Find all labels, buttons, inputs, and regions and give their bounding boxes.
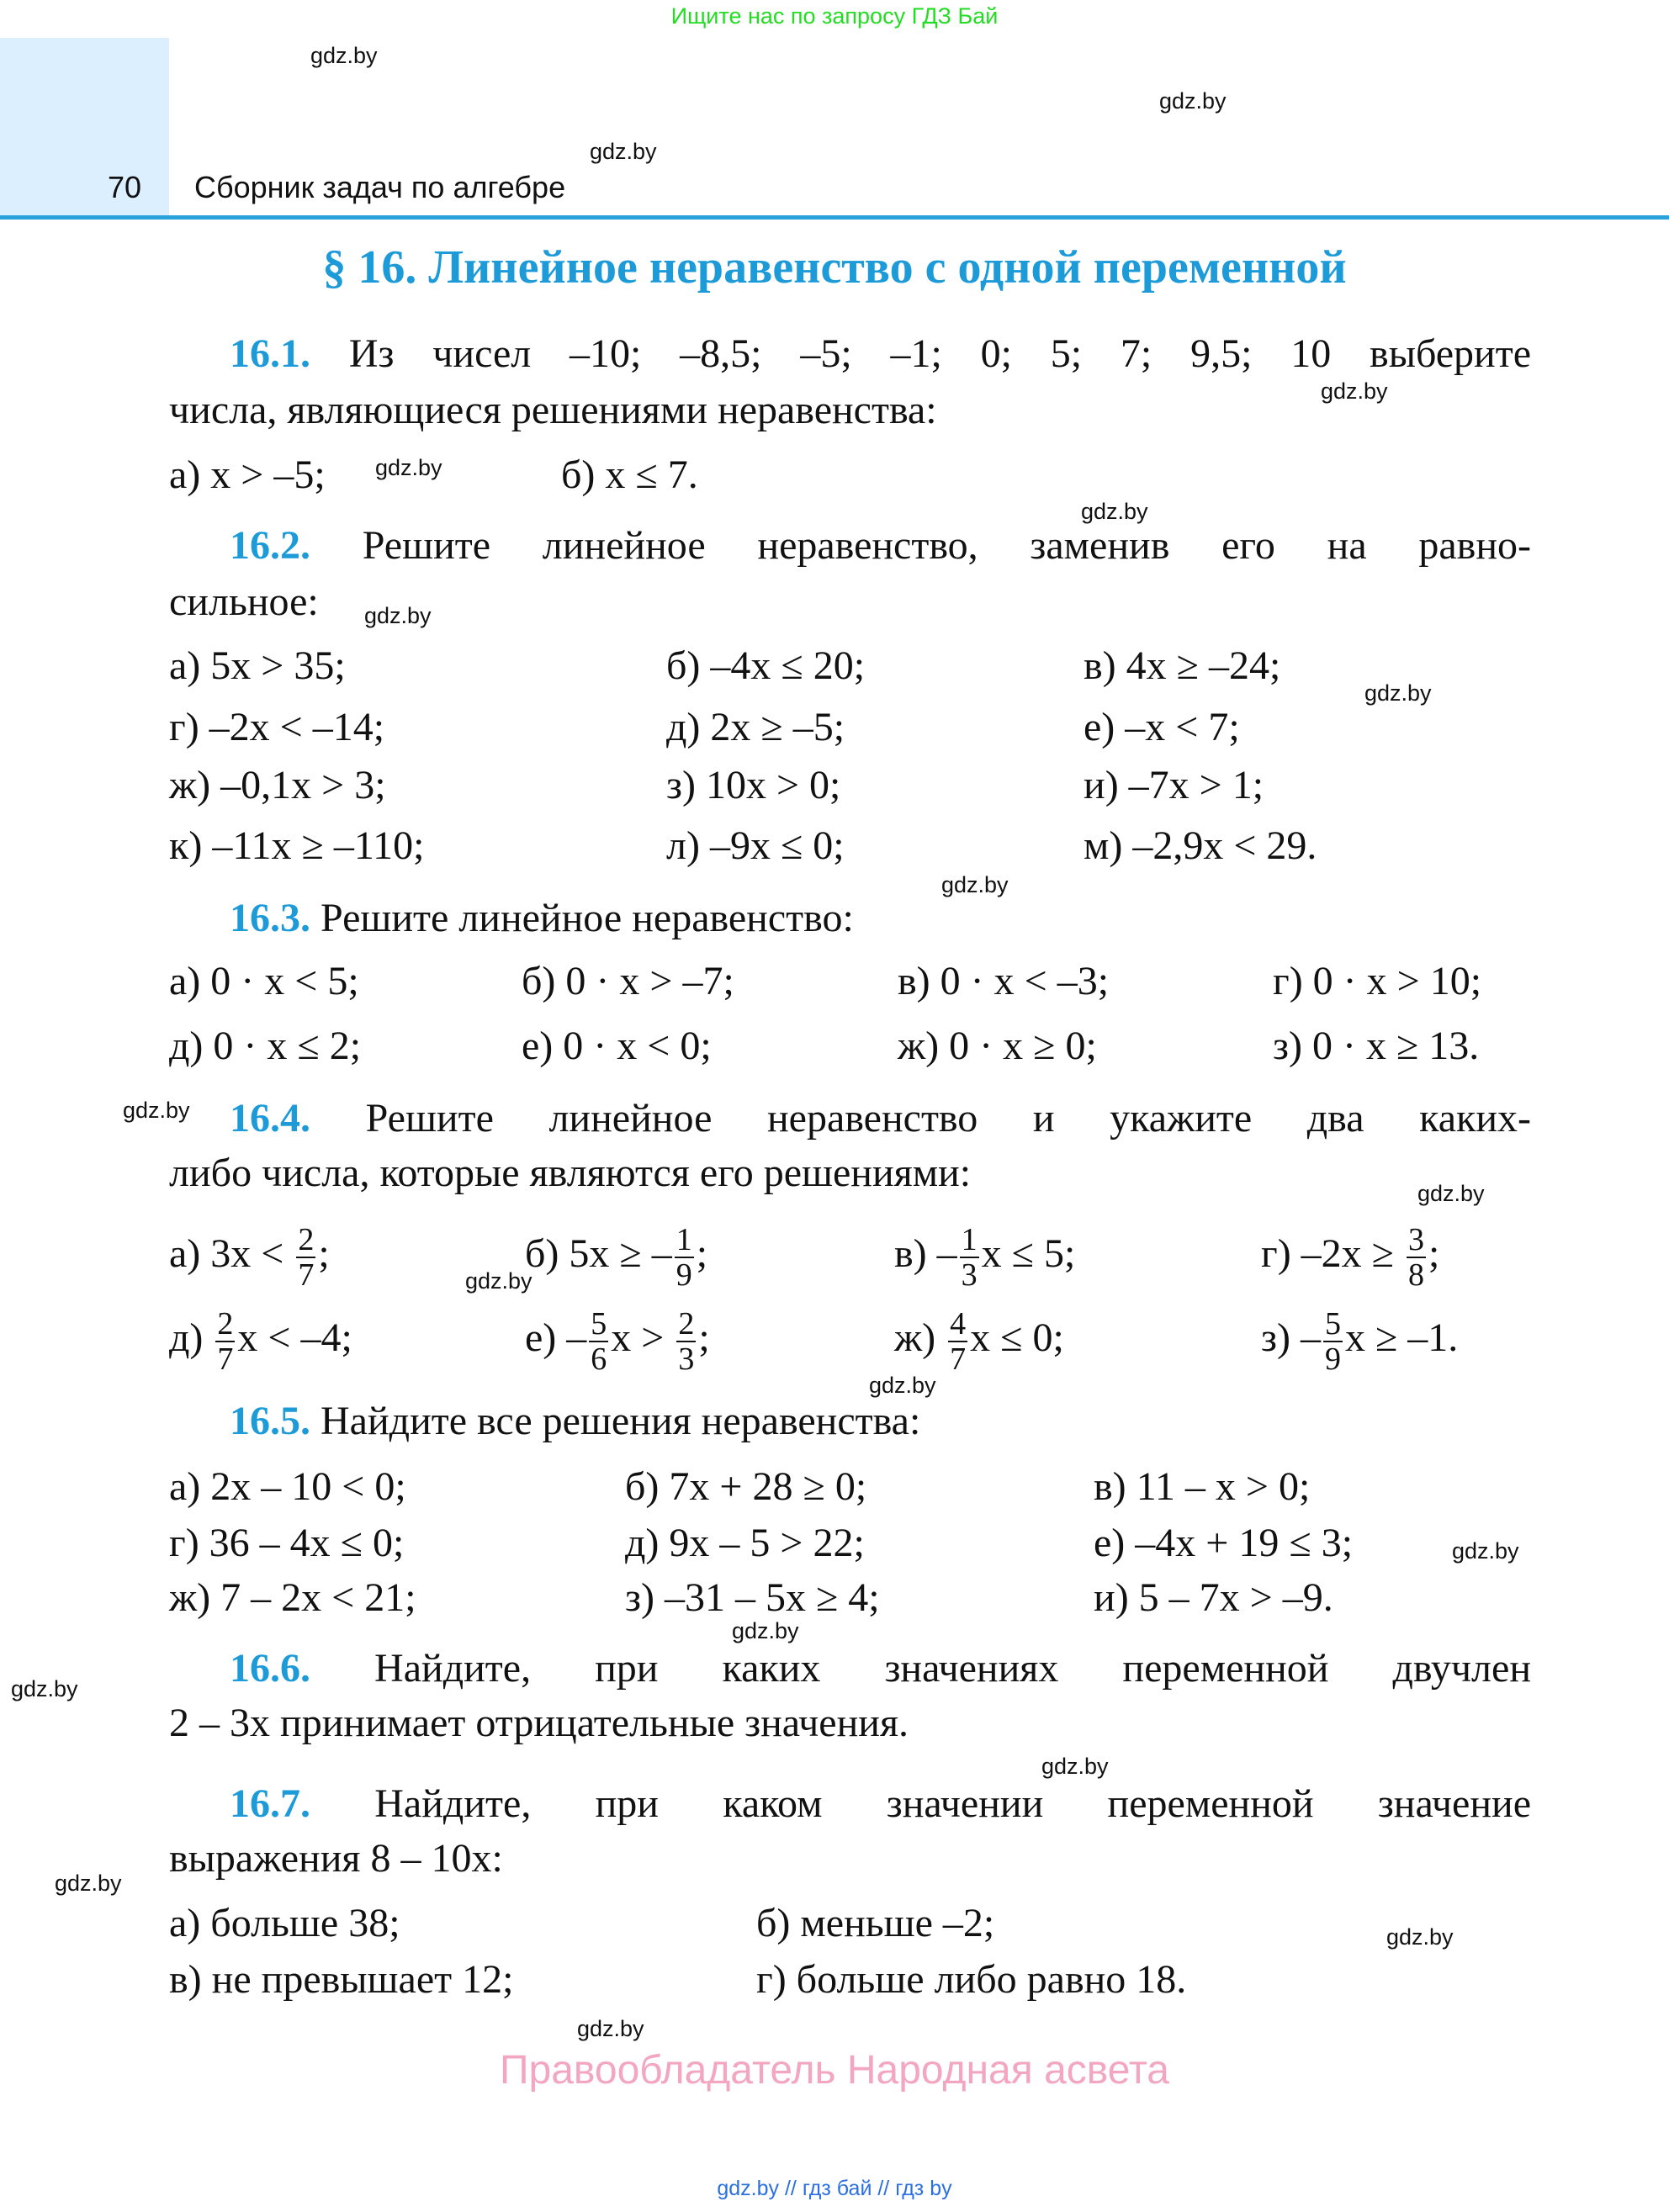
footer-links[interactable]: gdz.by // гдз бай // гдз by: [717, 2177, 952, 2200]
answer-item: [625, 1460, 866, 1514]
expression: 3x <: [210, 1231, 294, 1277]
answer-label: е): [1084, 705, 1115, 749]
answer-item: [169, 1222, 330, 1293]
denominator: 7: [950, 1341, 967, 1377]
watermark-gdz: gdz.by: [123, 1098, 190, 1123]
answer-item: [169, 639, 346, 693]
expression: x < –4;: [237, 1315, 352, 1361]
expression: –2x ≥: [1301, 1231, 1405, 1277]
expression: 9x – 5 > 22;: [669, 1521, 865, 1565]
problem-number: 16.7.: [230, 1781, 310, 1826]
answer-item: [169, 1897, 400, 1950]
answer-item: [894, 1222, 1076, 1293]
expression: 2x ≥ –5;: [710, 705, 845, 749]
answer-item: [756, 1897, 994, 1950]
numerator: 1: [961, 1222, 978, 1257]
denominator: 3: [961, 1257, 978, 1293]
answer-label: г): [1261, 1231, 1291, 1277]
expression: 0 · x < 0;: [563, 1024, 712, 1068]
answer-label: а): [169, 643, 201, 688]
expression: x ≤ 7.: [605, 452, 698, 497]
answer-item: [1273, 1019, 1479, 1073]
answer-label: ж): [898, 1024, 940, 1068]
answer-label: д): [169, 1024, 204, 1068]
answer-item: [1273, 955, 1481, 1008]
expression: 0 · x < –3;: [940, 959, 1110, 1003]
fraction: [215, 1307, 235, 1376]
answer-item: [525, 1306, 710, 1377]
watermark-gdz: gdz.by: [577, 2016, 644, 2041]
answer-item: [898, 1019, 1097, 1073]
denominator: 9: [676, 1257, 692, 1293]
watermark-gdz: gdz.by: [1364, 680, 1432, 706]
answer-item: [898, 955, 1109, 1008]
answer-label: з): [1273, 1024, 1302, 1068]
expression: x ≤ 0;: [970, 1315, 1064, 1361]
denominator: 8: [1408, 1257, 1425, 1293]
answer-item: [625, 1571, 880, 1625]
fraction: [296, 1223, 315, 1292]
answer-label: ж): [169, 763, 211, 807]
expression: 0 · x > –7;: [565, 959, 734, 1003]
expression: 5x ≥ –: [569, 1231, 672, 1277]
answer-item: [169, 759, 386, 812]
answer-label: б): [525, 1231, 559, 1277]
expression: 2x – 10 < 0;: [210, 1464, 406, 1509]
answer-item: [894, 1306, 1064, 1377]
problem-text: Найдите, при каком значении переменной значение: [374, 1781, 1531, 1826]
answer-item: [525, 1222, 708, 1293]
expression: больше либо равно 18.: [796, 1957, 1187, 2002]
problem-text: 2 – 3x принимает отрицательные значения.: [169, 1701, 909, 1745]
numerator: 5: [591, 1306, 607, 1341]
watermark-gdz: gdz.by: [869, 1373, 936, 1398]
problem-text-line: [230, 1092, 1531, 1146]
problem-text-line: [230, 892, 1531, 945]
answer-item: [1094, 1571, 1333, 1625]
answer-item: [1084, 759, 1264, 812]
watermark-gdz: gdz.by: [1386, 1924, 1454, 1950]
numerator: 1: [676, 1222, 692, 1257]
answer-item: [1094, 1460, 1310, 1514]
expression: ;: [696, 1231, 708, 1277]
answer-label: д): [666, 705, 701, 749]
watermark-gdz: gdz.by: [1081, 499, 1148, 524]
answer-item: [666, 639, 865, 693]
watermark-gdz: gdz.by: [1321, 378, 1388, 404]
answer-item: [169, 1460, 406, 1514]
expression: 0 · x ≥ 13.: [1311, 1024, 1480, 1068]
problem-number: 16.2.: [230, 523, 310, 568]
fraction: [589, 1307, 608, 1376]
problem-number: 16.4.: [230, 1096, 310, 1140]
problem-text-line: [230, 1394, 1531, 1448]
fraction: [675, 1223, 694, 1292]
expression: x ≥ –1.: [1344, 1315, 1459, 1361]
watermark-gdz: gdz.by: [55, 1871, 122, 1896]
answer-label: и): [1084, 763, 1119, 807]
page-number: 70: [108, 170, 142, 204]
expression: –11x ≥ –110;: [212, 823, 425, 868]
answer-item: [1084, 701, 1240, 754]
answer-label: ж): [169, 1575, 211, 1620]
expression: 5 – 7x > –9.: [1138, 1575, 1333, 1620]
expression: не превышает 12;: [211, 1957, 514, 2002]
answer-item: [522, 955, 734, 1008]
answer-item: [1261, 1222, 1440, 1293]
fraction: [948, 1307, 967, 1376]
expression: –: [936, 1231, 957, 1277]
answer-label: з): [666, 763, 696, 807]
problem-number: 16.5.: [230, 1399, 310, 1443]
answer-item: [666, 819, 845, 873]
problem-text: либо числа, которые являются его решениями:: [169, 1151, 972, 1195]
numerator: 2: [298, 1222, 315, 1257]
watermark-gdz: gdz.by: [1041, 1754, 1109, 1779]
expression: 7 – 2x < 21;: [220, 1575, 416, 1620]
problem-text: числа, являющиеся решениями неравенства:: [169, 388, 937, 432]
answer-label: г): [1273, 959, 1303, 1003]
problem-text-line: [169, 1832, 1531, 1886]
answer-label: м): [1084, 823, 1123, 868]
expression: 36 – 4x ≤ 0;: [209, 1521, 405, 1565]
watermark-gdz: gdz.by: [590, 139, 657, 164]
expression: –4x + 19 ≤ 3;: [1135, 1521, 1354, 1565]
expression: 0 · x > 10;: [1312, 959, 1482, 1003]
expression: –: [1300, 1315, 1321, 1361]
expression: –31 – 5x ≥ 4;: [664, 1575, 880, 1620]
answer-label: в): [898, 959, 930, 1003]
watermark-gdz: gdz.by: [375, 455, 442, 480]
expression: ;: [698, 1315, 710, 1361]
denominator: 7: [298, 1257, 315, 1293]
answer-item: [169, 819, 424, 873]
problem-text: Найдите, при каких значениях переменной двучлен: [374, 1646, 1532, 1691]
answer-label: в): [894, 1231, 927, 1277]
rights-holder-text: Правообладатель Народная асвета: [500, 2048, 1169, 2093]
answer-label: б): [561, 452, 596, 497]
book-title: Сборник задач по алгебре: [194, 170, 566, 204]
answer-label: л): [666, 823, 700, 868]
page-number-block: [0, 38, 169, 217]
problem-text: Найдите все решения неравенства:: [321, 1399, 921, 1443]
answer-item: [169, 1953, 513, 2007]
answer-label: в): [1084, 643, 1116, 688]
answer-item: [666, 759, 840, 812]
expression: больше 38;: [210, 1901, 400, 1945]
problem-text-line: [169, 1696, 1531, 1750]
expression: 7x + 28 ≥ 0;: [669, 1464, 867, 1509]
answer-item: [1261, 1306, 1459, 1377]
watermark-gdz: gdz.by: [465, 1268, 532, 1294]
problem-text-line: [230, 327, 1531, 381]
answer-item: [522, 1019, 712, 1073]
problem-number: 16.6.: [230, 1646, 310, 1691]
numerator: 3: [1408, 1222, 1425, 1257]
fraction: [1407, 1223, 1426, 1292]
expression: ;: [1428, 1231, 1440, 1277]
watermark-gdz: gdz.by: [310, 43, 378, 68]
denominator: 7: [217, 1341, 234, 1377]
watermark-gdz: gdz.by: [364, 603, 432, 628]
numerator: 2: [217, 1306, 234, 1341]
answer-label: а): [169, 959, 201, 1003]
answer-label: д): [625, 1521, 660, 1565]
problem-text-line: [169, 1146, 1531, 1200]
denominator: 3: [678, 1341, 695, 1377]
expression: меньше –2;: [800, 1901, 995, 1945]
answer-label: а): [169, 452, 201, 497]
answer-item: [1084, 639, 1280, 693]
expression: –x < 7;: [1125, 705, 1240, 749]
fraction: [960, 1223, 979, 1292]
expression: 10x > 0;: [705, 763, 841, 807]
denominator: 9: [1324, 1341, 1341, 1377]
numerator: 4: [950, 1306, 967, 1341]
problem-text: Из чисел –10; –8,5; –5; –1; 0; 5; 7; 9,5; 10 выберите: [348, 331, 1532, 376]
answer-label: в): [1094, 1464, 1126, 1509]
watermark-gdz: gdz.by: [1452, 1538, 1519, 1564]
watermark-gdz: gdz.by: [732, 1618, 799, 1643]
answer-item: [666, 701, 845, 754]
answer-item: [561, 448, 698, 502]
problem-text: выражения 8 – 10x:: [169, 1836, 503, 1881]
problem-text: Решите линейное неравенство:: [321, 896, 854, 940]
watermark-gdz: gdz.by: [941, 872, 1009, 897]
problem-text: сильное:: [169, 579, 319, 624]
answer-label: ж): [894, 1315, 936, 1361]
answer-label: е): [522, 1024, 554, 1068]
answer-label: б): [756, 1901, 791, 1945]
expression: –2x < –14;: [209, 705, 385, 749]
answer-label: а): [169, 1901, 201, 1945]
problem-text-line: [230, 1777, 1531, 1831]
answer-label: з): [1261, 1315, 1290, 1361]
expression: –4x ≤ 20;: [710, 643, 866, 688]
answer-label: а): [169, 1231, 201, 1277]
answer-item: [756, 1953, 1186, 2007]
answer-item: [169, 1306, 352, 1377]
expression: x ≤ 5;: [981, 1231, 1076, 1277]
answer-label: е): [525, 1315, 557, 1361]
answer-label: в): [169, 1957, 202, 2002]
expression: –0,1x > 3;: [220, 763, 386, 807]
expression: –7x > 1;: [1128, 763, 1264, 807]
problem-text-line: [230, 1642, 1531, 1696]
answer-item: [169, 955, 359, 1008]
search-banner: Ищите нас по запросу ГДЗ Бай: [670, 3, 999, 29]
watermark-gdz: gdz.by: [1159, 88, 1227, 114]
problem-text: Решите линейное неравенство, заменив его на равно-: [362, 523, 1531, 568]
header-divider: [0, 215, 1669, 220]
watermark-gdz: gdz.by: [11, 1676, 78, 1701]
numerator: 2: [678, 1306, 695, 1341]
answer-item: [169, 1516, 404, 1570]
expression: 0 · x ≥ 0;: [949, 1024, 1097, 1068]
answer-label: з): [625, 1575, 654, 1620]
answer-label: д): [169, 1315, 204, 1361]
answer-item: [1094, 1516, 1353, 1570]
expression: –9x ≤ 0;: [709, 823, 845, 868]
answer-item: [1084, 819, 1317, 873]
expression: 4x ≥ –24;: [1126, 643, 1281, 688]
fraction: [1323, 1307, 1343, 1376]
answer-label: и): [1094, 1575, 1129, 1620]
answer-item: [169, 701, 384, 754]
answer-label: к): [169, 823, 203, 868]
answer-label: г): [756, 1957, 787, 2002]
denominator: 6: [591, 1341, 607, 1377]
expression: 0 · x < 5;: [210, 959, 359, 1003]
answer-label: б): [522, 959, 556, 1003]
answer-item: [169, 448, 326, 502]
watermark-gdz: gdz.by: [1417, 1181, 1485, 1206]
problem-number: 16.3.: [230, 896, 310, 940]
problem-number: 16.1.: [230, 331, 310, 376]
answer-label: г): [169, 1521, 199, 1565]
answer-item: [169, 1019, 361, 1073]
expression: ;: [318, 1231, 330, 1277]
expression: x >: [611, 1315, 675, 1361]
answer-label: б): [666, 643, 701, 688]
problem-text-line: [230, 519, 1531, 573]
expression: –: [566, 1315, 587, 1361]
expression: 11 – x > 0;: [1136, 1464, 1311, 1509]
fraction: [676, 1307, 696, 1376]
answer-label: б): [625, 1464, 660, 1509]
expression: x > –5;: [210, 452, 326, 497]
section-title: § 16. Линейное неравенство с одной переменной: [322, 241, 1347, 294]
problem-text: Решите линейное неравенство и укажите два каких-: [365, 1096, 1531, 1140]
answer-item: [625, 1516, 865, 1570]
expression: –2,9x < 29.: [1132, 823, 1317, 868]
numerator: 5: [1324, 1306, 1341, 1341]
answer-item: [169, 1571, 416, 1625]
expression: 0 · x ≤ 2;: [213, 1024, 362, 1068]
answer-label: е): [1094, 1521, 1126, 1565]
answer-label: а): [169, 1464, 201, 1509]
expression: 5x > 35;: [210, 643, 346, 688]
answer-label: г): [169, 705, 199, 749]
